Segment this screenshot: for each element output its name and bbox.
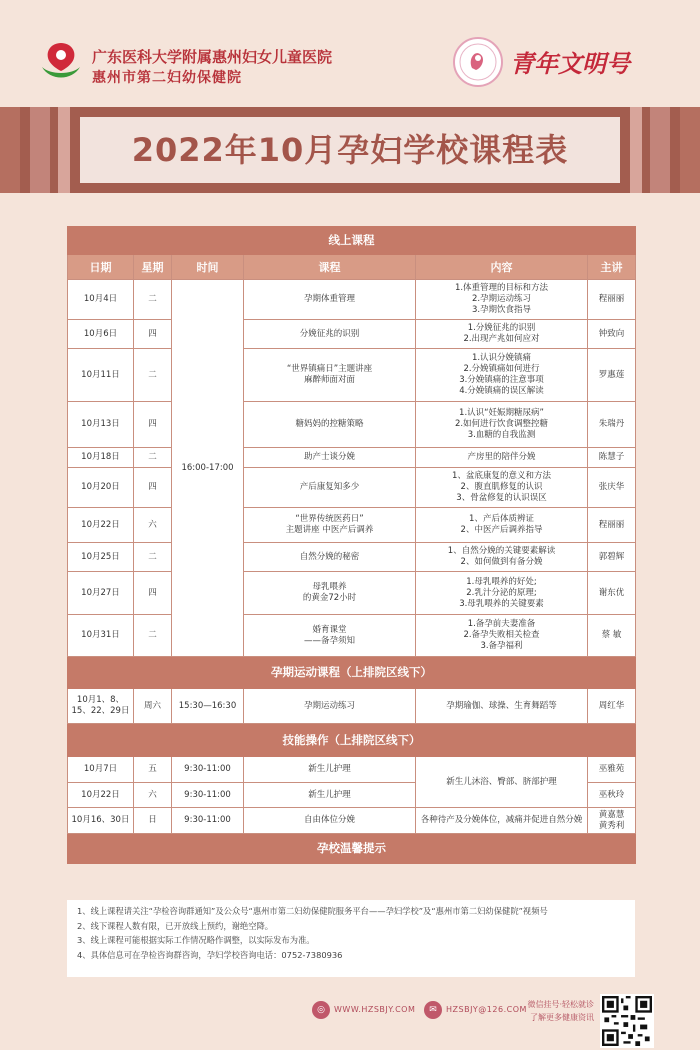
- date-cell: [68, 689, 134, 724]
- header: [0, 0, 700, 100]
- section-title: 线上课程: [68, 227, 636, 255]
- course-cell: 孕期体重管理: [244, 280, 416, 320]
- course-cell: 自然分娩的秘密: [244, 543, 416, 572]
- online-rows: [68, 280, 636, 657]
- content-line: 2.如何进行饮食调整控糖: [454, 419, 549, 429]
- lecturer-cell: 张庆华: [588, 468, 636, 508]
- lecturer-cell: 蔡 敏: [588, 615, 636, 657]
- content-line: 3.分娩镇痛的注意事项: [459, 375, 544, 385]
- table-row: [68, 543, 636, 572]
- lecturer-cell: 程丽丽: [588, 508, 636, 543]
- table-row: [68, 508, 636, 543]
- content-line: 2、中医产后调养指导: [460, 525, 543, 535]
- course-cell: 产后康复知多少: [244, 468, 416, 508]
- date-cell: 10月18日: [68, 448, 134, 468]
- content-line: 3、骨盆修复的认识误区: [456, 493, 547, 503]
- date-cell: 10月22日: [68, 783, 134, 808]
- weekday-cell: 二: [134, 543, 172, 572]
- content-line: 1.体重管理的目标和方法: [454, 283, 549, 293]
- hospital-name-line1: 广东医科大学附属惠州妇女儿童医院: [92, 48, 333, 66]
- time-cell: 16:00-17:00: [172, 280, 244, 657]
- content-cell: [416, 508, 588, 543]
- content-line: 1、盆底康复的意义和方法: [452, 471, 551, 481]
- table-row: [68, 615, 636, 657]
- weekday-cell: 六: [134, 508, 172, 543]
- tip-item: 2、线下课程人数有限，已开放线上预约，谢绝空降。: [77, 920, 274, 931]
- column-header: 星期: [134, 255, 172, 280]
- course-cell: 助产士谈分娩: [244, 448, 416, 468]
- hospital-logo-icon: [38, 37, 84, 83]
- weekday-cell: 四: [134, 468, 172, 508]
- section-title: 技能操作（上排院区线下）: [68, 724, 636, 757]
- column-header: 主讲: [588, 255, 636, 280]
- lecturer-cell: 程丽丽: [588, 280, 636, 320]
- weekday-cell: 四: [134, 402, 172, 448]
- weekday-cell: 二: [134, 280, 172, 320]
- date-cell: 10月16、30日: [68, 808, 134, 834]
- date-cell: 10月4日: [68, 280, 134, 320]
- course-cell: 母乳喂养 的黄金72小时: [244, 572, 416, 615]
- course-cell: 孕期运动练习: [244, 689, 416, 724]
- content-line: 1.认识“妊娠期糖尿病”: [459, 408, 544, 418]
- content-line: 2.分娩镇痛如何进行: [463, 364, 540, 374]
- brand-title: 青年文明号: [510, 49, 630, 78]
- content-line: 2.备孕失败相关检查: [463, 630, 540, 640]
- weekday-cell: 二: [134, 615, 172, 657]
- weekday-cell: 周六: [134, 689, 172, 724]
- time-cell: 15:30—16:30: [172, 689, 244, 724]
- content-line: 1.母乳喂养的好处;: [466, 576, 537, 587]
- time-cell: 9:30-11:00: [172, 808, 244, 834]
- content-line: 3.备孕福利: [480, 641, 523, 651]
- tip-item: 4、具体信息可在孕检咨询群咨询，孕妇学校咨询电话：0752-7380936: [77, 949, 343, 960]
- content-line: 1.认识分娩镇痛: [471, 353, 532, 363]
- content-line: 2、如何做到有备分娩: [460, 557, 543, 567]
- content-cell: 新生儿沐浴、臀部、脐部护理: [416, 757, 588, 808]
- tip-item: 3、线上课程可能根据实际工作情况略作调整，以实际发布为准。: [77, 935, 315, 945]
- table-row: [68, 280, 636, 320]
- date-cell: 10月6日: [68, 320, 134, 349]
- weekday-cell: 日: [134, 808, 172, 834]
- lecturer-cell: 巫雅苑: [588, 757, 636, 783]
- schedule-table: [67, 226, 636, 864]
- table-row: [68, 468, 636, 508]
- qr-caption-line1: 微信挂号·轻松就诊: [527, 1000, 594, 1009]
- date-cell: 10月27日: [68, 572, 134, 615]
- content-line: 产房里的陪伴分娩: [467, 452, 536, 462]
- qr-code-icon[interactable]: [600, 994, 654, 1048]
- globe-icon: ◎: [312, 1001, 330, 1019]
- date-cell: 10月22日: [68, 508, 134, 543]
- time-cell: 9:30-11:00: [172, 757, 244, 783]
- content-line: 2.孕期运动练习: [471, 294, 532, 304]
- column-header: 课程: [244, 255, 416, 280]
- table-row: [68, 689, 636, 724]
- column-header: 时间: [172, 255, 244, 280]
- content-line: 3.血糖的自我监测: [467, 430, 536, 440]
- content-line: 2、腹直肌修复的认识: [460, 482, 543, 492]
- date-cell: 10月31日: [68, 615, 134, 657]
- hospital-name-line2: 惠州市第二妇幼保健院: [92, 70, 242, 86]
- column-header: 日期: [68, 255, 134, 280]
- tips-panel: [67, 900, 635, 977]
- content-cell: [416, 349, 588, 402]
- section-online-header: [68, 227, 636, 255]
- date-cell: 10月13日: [68, 402, 134, 448]
- lecturer-cell: 谢东优: [588, 572, 636, 615]
- content-line: 1.备孕前夫妻准备: [467, 619, 536, 629]
- column-header: 内容: [416, 255, 588, 280]
- table-row: [68, 402, 636, 448]
- content-line: 3.孕期饮食指导: [471, 305, 532, 315]
- lecturer-cell: 罗惠莲: [588, 349, 636, 402]
- lecturer-cell: 郭碧辉: [588, 543, 636, 572]
- lecturer-cell: [588, 808, 636, 834]
- page-title: 2022年10月孕妇学校课程表: [131, 131, 569, 169]
- content-cell: [416, 448, 588, 468]
- table-row: [68, 448, 636, 468]
- section-title: 孕期运动课程（上排院区线下）: [68, 657, 636, 689]
- section-skills-header: [68, 724, 636, 757]
- content-cell: 孕期瑜伽、球操、生育舞蹈等: [416, 689, 588, 724]
- course-cell: 自由体位分娩: [244, 808, 416, 834]
- tip-item: 1、线上课程请关注“孕检咨询群通知”及公众号“惠州市第二妇幼保健院服务平台——孕妇学校”及“惠州市第二妇幼保健院”视频号: [77, 906, 548, 916]
- content-cell: [416, 402, 588, 448]
- content-cell: [416, 280, 588, 320]
- qr-caption-line2: 了解更多健康资讯: [530, 1013, 594, 1022]
- course-cell: 新生儿护理: [244, 783, 416, 808]
- course-cell: 糖妈妈的控糖策略: [244, 402, 416, 448]
- lecturer-cell: 钟致向: [588, 320, 636, 349]
- section-exercise-header: [68, 657, 636, 689]
- content-line: 4.分娩镇痛的误区解读: [459, 386, 544, 396]
- title-banner: [0, 107, 700, 193]
- date-cell: 10月11日: [68, 349, 134, 402]
- section-tips-header: [68, 834, 636, 864]
- time-cell: 9:30-11:00: [172, 783, 244, 808]
- content-cell: 各种待产及分娩体位，减痛并促进自然分娩: [416, 808, 588, 834]
- content-line: 1、自然分娩的关键要素解读: [447, 546, 556, 556]
- lecturer-text: 黄嘉慧 黄秀利: [598, 809, 625, 831]
- course-cell: 婚育课堂 ——备孕须知: [244, 615, 416, 657]
- weekday-cell: 二: [134, 448, 172, 468]
- weekday-cell: 五: [134, 757, 172, 783]
- email-link[interactable]: HZSBJY@126.COM: [446, 1005, 527, 1014]
- section-title: 孕校温馨提示: [68, 834, 636, 864]
- content-cell: [416, 572, 588, 615]
- column-header-row: [68, 255, 636, 280]
- date-cell: 10月20日: [68, 468, 134, 508]
- content-line: 2.出现产兆如何应对: [463, 334, 540, 344]
- course-cell: 新生儿护理: [244, 757, 416, 783]
- course-cell: “世界传统医药日” 主题讲座 中医产后调养: [244, 508, 416, 543]
- content-line: 1、产后体质辨证: [469, 514, 534, 524]
- weekday-cell: 六: [134, 783, 172, 808]
- content-line: 1.分娩征兆的识别: [467, 323, 536, 333]
- lecturer-cell: 朱瑞丹: [588, 402, 636, 448]
- lecturer-cell: 陈慧子: [588, 448, 636, 468]
- course-cell: 分娩征兆的识别: [244, 320, 416, 349]
- lecturer-cell: 巫秋玲: [588, 783, 636, 808]
- table-row: [68, 757, 636, 783]
- weekday-cell: 二: [134, 349, 172, 402]
- weekday-cell: 四: [134, 572, 172, 615]
- youth-civilization-seal-icon: [452, 36, 504, 88]
- table-row: [68, 808, 636, 834]
- email-icon: ✉: [424, 1001, 442, 1019]
- content-line: 2.乳汁分泌的原理;: [466, 587, 537, 598]
- table-row: [68, 349, 636, 402]
- content-cell: [416, 543, 588, 572]
- table-row: [68, 572, 636, 615]
- content-cell: [416, 468, 588, 508]
- date-cell: 10月25日: [68, 543, 134, 572]
- website-link[interactable]: WWW.HZSBJY.COM: [334, 1005, 416, 1014]
- content-line: 3.母乳喂养的关键要素: [459, 598, 544, 609]
- date-cell: 10月7日: [68, 757, 134, 783]
- content-cell: [416, 615, 588, 657]
- date-text: 10月1、8、 15、22、29日: [71, 695, 130, 716]
- lecturer-cell: 周红华: [588, 689, 636, 724]
- table-row: [68, 320, 636, 349]
- course-cell: “世界镇痛日”主题讲座 麻醉师面对面: [244, 349, 416, 402]
- content-cell: [416, 320, 588, 349]
- footer: [0, 988, 700, 1050]
- weekday-cell: 四: [134, 320, 172, 349]
